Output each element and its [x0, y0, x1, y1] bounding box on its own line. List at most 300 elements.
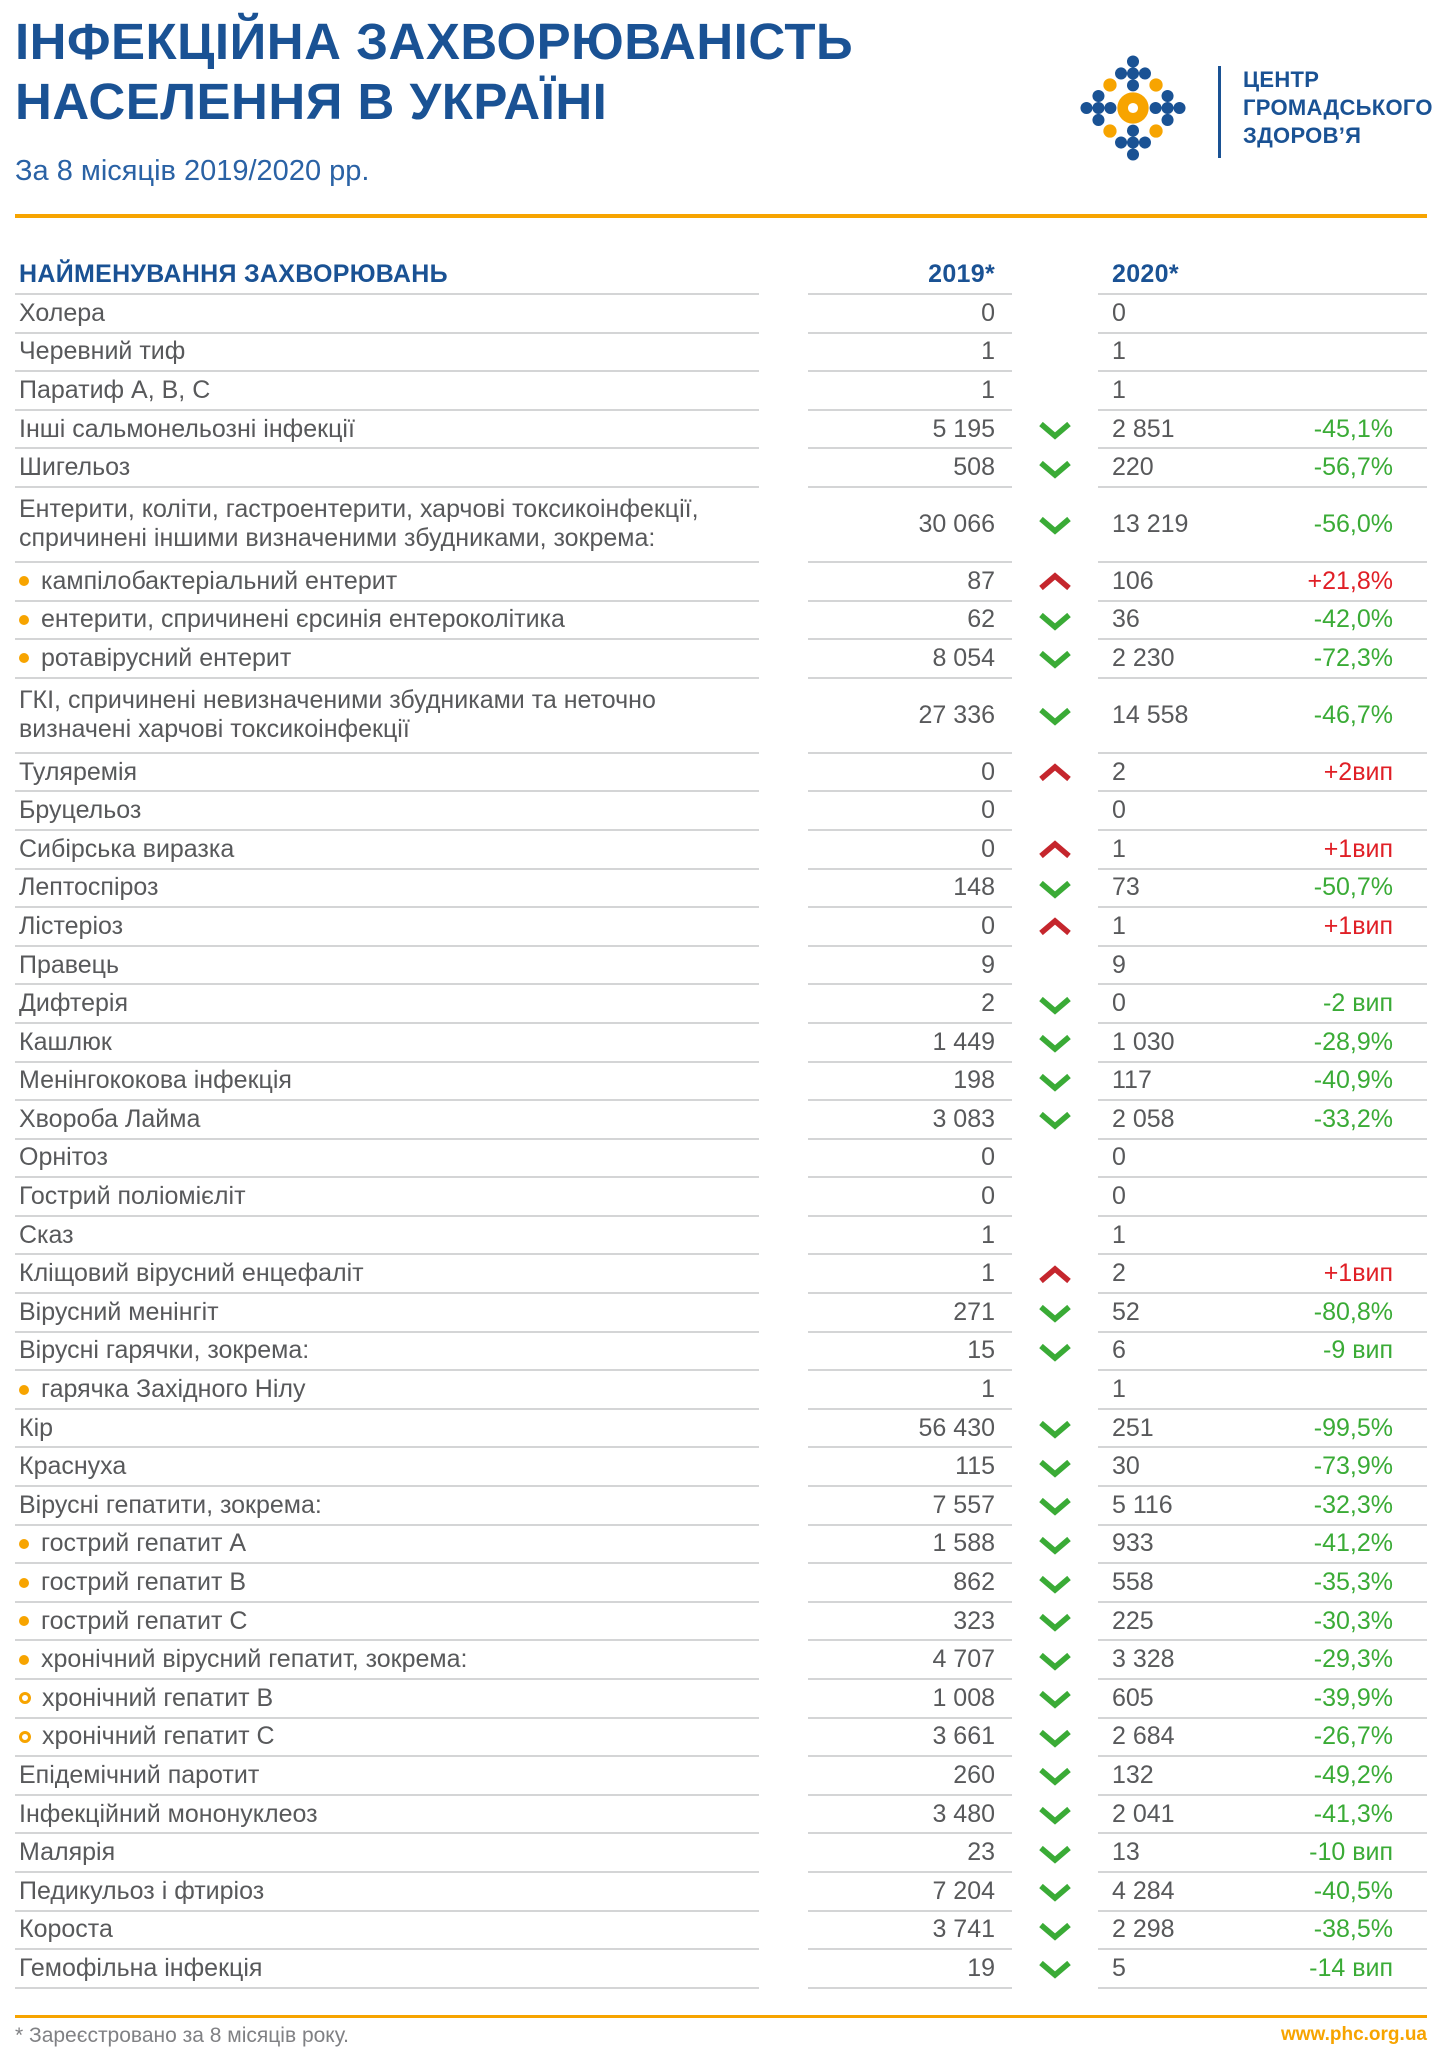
value-2020-cell [1098, 1680, 1427, 1719]
table-row [15, 1950, 1427, 1989]
value-2020: 1 030 [1112, 1027, 1175, 1056]
trend-arrow-cell [1012, 1873, 1098, 1912]
table-header-row [15, 255, 1427, 295]
disease-name: гострий гепатит В [41, 1568, 247, 1597]
value-2019-cell: 30 066 [808, 488, 1012, 563]
trend-arrow-cell [1012, 1757, 1098, 1796]
disease-name: Сказ [19, 1220, 74, 1249]
bullet-icon [19, 615, 29, 625]
trend-arrow-icon [1038, 995, 1072, 1015]
value-2020: 5 [1112, 1953, 1126, 1982]
change-value: -50,7% [1313, 873, 1393, 902]
value-2019-cell: 15 [808, 1333, 1012, 1372]
value-2020: 251 [1112, 1413, 1154, 1442]
value-2020-cell [1098, 1641, 1427, 1680]
value-2020-cell [1098, 1603, 1427, 1642]
disease-name-cell [15, 985, 759, 1024]
value-2020-cell [1098, 1912, 1427, 1951]
value-2020: 9 [1112, 950, 1126, 979]
disease-name-cell [15, 1448, 759, 1487]
trend-arrow-cell [1012, 334, 1098, 373]
value-2019-cell: 1 008 [808, 1680, 1012, 1719]
disease-name-cell [15, 792, 759, 831]
change-value: -49,2% [1313, 1760, 1393, 1789]
value-2020: 2 [1112, 1259, 1126, 1288]
value-2020: 220 [1112, 453, 1154, 482]
value-2020: 14 558 [1112, 700, 1189, 729]
value-2019-cell: 198 [808, 1063, 1012, 1102]
table-body [15, 295, 1427, 1989]
value-2020: 1 [1112, 337, 1126, 366]
bullet-icon [19, 653, 29, 663]
disease-name: Вірусний менінгіт [19, 1297, 219, 1326]
disease-name: Інфекційний мононуклеоз [19, 1799, 318, 1828]
value-2019-cell: 87 [808, 563, 1012, 602]
table-row [15, 449, 1427, 488]
column-header-2020: 2020* [1098, 255, 1427, 295]
disease-name-cell [15, 1526, 759, 1565]
table-row [15, 1603, 1427, 1642]
change-value: -99,5% [1313, 1413, 1393, 1442]
disease-name: ГКІ, спричинені невизначеними збудниками та неточно визначені харчові токсикоінфекції [19, 686, 656, 744]
change-value: -41,2% [1313, 1529, 1393, 1558]
change-value: -56,7% [1313, 453, 1393, 482]
table-row [15, 1294, 1427, 1333]
change-value: -38,5% [1313, 1915, 1393, 1944]
trend-arrow-cell [1012, 1063, 1098, 1102]
disease-name-cell [15, 563, 759, 602]
value-2020: 2 851 [1112, 414, 1175, 443]
disease-name: ротавірусний ентерит [41, 643, 292, 672]
value-2020: 2 230 [1112, 643, 1175, 672]
value-2020: 2 058 [1112, 1104, 1175, 1133]
trend-arrow-icon [1038, 515, 1072, 535]
page-title [15, 12, 853, 132]
trend-arrow-cell [1012, 1333, 1098, 1372]
value-2020-cell [1098, 754, 1427, 793]
value-2019-cell: 5 195 [808, 411, 1012, 450]
disease-name-cell [15, 1487, 759, 1526]
value-2020: 30 [1112, 1452, 1140, 1481]
trend-arrow-icon [1038, 1574, 1072, 1594]
value-2020-cell [1098, 1719, 1427, 1758]
disease-name: Черевний тиф [19, 337, 186, 366]
table-row [15, 1063, 1427, 1102]
value-2020: 6 [1112, 1336, 1126, 1365]
trend-arrow-icon [1038, 1921, 1072, 1941]
value-2019-cell: 1 [808, 372, 1012, 411]
trend-arrow-cell [1012, 1255, 1098, 1294]
trend-arrow-cell [1012, 1101, 1098, 1140]
disease-name-cell [15, 679, 759, 754]
page-title-line1: ІНФЕКЦІЙНА ЗАХВОРЮВАНІСТЬ [15, 13, 854, 70]
table-row [15, 1680, 1427, 1719]
value-2020: 2 041 [1112, 1799, 1175, 1828]
value-2019-cell: 9 [808, 947, 1012, 986]
trend-arrow-cell [1012, 947, 1098, 986]
trend-arrow-cell [1012, 411, 1098, 450]
value-2020: 13 [1112, 1838, 1140, 1867]
table-row [15, 908, 1427, 947]
value-2020-cell [1098, 1217, 1427, 1256]
disease-name: гарячка Західного Нілу [41, 1375, 306, 1404]
disease-name-cell [15, 1680, 759, 1719]
value-2020: 5 116 [1112, 1490, 1173, 1519]
trend-arrow-cell [1012, 1140, 1098, 1179]
value-2019-cell: 27 336 [808, 679, 1012, 754]
trend-arrow-cell [1012, 679, 1098, 754]
logo-org-line3: ЗДОРОВ’Я [1243, 123, 1362, 148]
trend-arrow-cell [1012, 1371, 1098, 1410]
trend-arrow-cell [1012, 1526, 1098, 1565]
bullet-icon [19, 1578, 29, 1588]
disease-name-cell [15, 1719, 759, 1758]
value-2020: 0 [1112, 796, 1126, 825]
value-2020-cell [1098, 679, 1427, 754]
value-2020-cell [1098, 1410, 1427, 1449]
value-2020-cell [1098, 1063, 1427, 1102]
table-row [15, 1796, 1427, 1835]
disease-name-cell [15, 1873, 759, 1912]
trend-arrow-cell [1012, 1564, 1098, 1603]
change-value: +1вип [1323, 834, 1393, 863]
value-2020: 2 [1112, 757, 1126, 786]
trend-arrow-cell [1012, 1603, 1098, 1642]
trend-arrow-icon [1038, 611, 1072, 631]
value-2020-cell [1098, 1333, 1427, 1372]
disease-name-cell [15, 1178, 759, 1217]
table-row [15, 1526, 1427, 1565]
disease-name-cell [15, 1371, 759, 1410]
phc-logo-icon [1071, 46, 1195, 170]
value-2020: 933 [1112, 1529, 1154, 1558]
value-2019-cell: 19 [808, 1950, 1012, 1989]
value-2020-cell [1098, 1178, 1427, 1217]
disease-name: Сибірська виразка [19, 834, 235, 863]
bullet-icon [19, 1731, 31, 1743]
trend-arrow-icon [1038, 1651, 1072, 1671]
change-value: +21,8% [1307, 566, 1393, 595]
disease-name: Вірусні гепатити, зокрема: [19, 1490, 322, 1519]
table-row [15, 1448, 1427, 1487]
trend-arrow-icon [1038, 1303, 1072, 1323]
table-row [15, 754, 1427, 793]
change-value: -80,8% [1313, 1297, 1393, 1326]
column-header-2019: 2019* [808, 255, 1012, 295]
disease-name-cell [15, 1834, 759, 1873]
value-2020-cell [1098, 334, 1427, 373]
value-2020-cell [1098, 563, 1427, 602]
trend-arrow-cell [1012, 1796, 1098, 1835]
table-row [15, 679, 1427, 754]
trend-arrow-cell [1012, 1178, 1098, 1217]
value-2019-cell: 0 [808, 908, 1012, 947]
trend-arrow-cell [1012, 985, 1098, 1024]
value-2020-cell [1098, 295, 1427, 334]
value-2020-cell [1098, 640, 1427, 679]
trend-arrow-cell [1012, 754, 1098, 793]
trend-arrow-icon [1038, 420, 1072, 440]
disease-name: Кліщовий вірусний енцефаліт [19, 1259, 364, 1288]
value-2019-cell: 1 [808, 1371, 1012, 1410]
value-2020-cell [1098, 1024, 1427, 1063]
table-row [15, 1641, 1427, 1680]
bullet-icon [19, 1539, 29, 1549]
disease-name-cell [15, 1564, 759, 1603]
trend-arrow-cell [1012, 1834, 1098, 1873]
disease-name: Кір [19, 1413, 54, 1442]
trend-arrow-icon [1038, 1110, 1072, 1130]
change-value: +1вип [1323, 1259, 1393, 1288]
table-row [15, 488, 1427, 563]
trend-arrow-icon [1038, 1535, 1072, 1555]
disease-name: Гострий поліомієліт [19, 1182, 246, 1211]
disease-name-cell [15, 1796, 759, 1835]
disease-name: Правець [19, 950, 120, 979]
disease-name: Вірусні гарячки, зокрема: [19, 1336, 310, 1365]
trend-arrow-icon [1038, 1882, 1072, 1902]
disease-name: Педикульоз і фтиріоз [19, 1876, 265, 1905]
value-2019-cell: 23 [808, 1834, 1012, 1873]
disease-name-cell [15, 1912, 759, 1951]
value-2020: 13 219 [1112, 509, 1189, 538]
trend-arrow-cell [1012, 1410, 1098, 1449]
table-row [15, 563, 1427, 602]
change-value: -45,1% [1313, 414, 1393, 443]
table-row [15, 411, 1427, 450]
trend-arrow-icon [1038, 1728, 1072, 1748]
value-2020: 132 [1112, 1760, 1154, 1789]
disease-name-cell [15, 754, 759, 793]
value-2019-cell: 0 [808, 754, 1012, 793]
disease-name-cell [15, 295, 759, 334]
table-row [15, 295, 1427, 334]
trend-arrow-cell [1012, 1912, 1098, 1951]
value-2019-cell: 1 449 [808, 1024, 1012, 1063]
disease-name-cell [15, 1101, 759, 1140]
column-header-trend [1012, 255, 1098, 295]
change-value: -40,5% [1313, 1876, 1393, 1905]
disease-name: Ентерити, коліти, гастроентерити, харчові токсикоінфекції, спричинені іншими визначеними збудниками, зокрема: [19, 495, 699, 553]
value-2020: 605 [1112, 1683, 1154, 1712]
value-2020: 0 [1112, 989, 1126, 1018]
disease-name: Шигельоз [19, 453, 131, 482]
change-value: -14 вип [1309, 1953, 1393, 1982]
disease-name: Дифтерія [19, 989, 128, 1018]
change-value: -29,3% [1313, 1645, 1393, 1674]
trend-arrow-cell [1012, 563, 1098, 602]
trend-arrow-icon [1038, 572, 1072, 592]
footer-divider-rule [15, 2015, 1427, 2018]
table-row [15, 1371, 1427, 1410]
value-2019-cell: 1 [808, 1217, 1012, 1256]
trend-arrow-icon [1038, 1419, 1072, 1439]
value-2020: 1 [1112, 375, 1126, 404]
table-row [15, 1024, 1427, 1063]
value-2019-cell: 7 204 [808, 1873, 1012, 1912]
disease-name: Холера [19, 298, 106, 327]
value-2020-cell [1098, 449, 1427, 488]
table-row [15, 1140, 1427, 1179]
value-2020-cell [1098, 372, 1427, 411]
table-row [15, 1564, 1427, 1603]
change-value: -2 вип [1323, 989, 1393, 1018]
top-divider-rule [15, 214, 1427, 218]
value-2019-cell: 508 [808, 449, 1012, 488]
trend-arrow-cell [1012, 488, 1098, 563]
trend-arrow-icon [1038, 1496, 1072, 1516]
value-2019-cell: 0 [808, 831, 1012, 870]
disease-name-cell [15, 1333, 759, 1372]
table-row [15, 1255, 1427, 1294]
value-2019-cell: 115 [808, 1448, 1012, 1487]
disease-name-cell [15, 449, 759, 488]
disease-name-cell [15, 870, 759, 909]
table-row [15, 372, 1427, 411]
trend-arrow-icon [1038, 1342, 1072, 1362]
value-2020: 0 [1112, 1182, 1126, 1211]
value-2019-cell: 4 707 [808, 1641, 1012, 1680]
trend-arrow-icon [1038, 917, 1072, 937]
disease-name: гострий гепатит С [41, 1606, 248, 1635]
value-2020: 1 [1112, 1220, 1126, 1249]
trend-arrow-cell [1012, 908, 1098, 947]
change-value: -32,3% [1313, 1490, 1393, 1519]
value-2020-cell [1098, 1757, 1427, 1796]
table-row [15, 1873, 1427, 1912]
disease-table [15, 255, 1427, 1989]
value-2020-cell [1098, 792, 1427, 831]
table-row [15, 1333, 1427, 1372]
change-value: -28,9% [1313, 1027, 1393, 1056]
value-2020: 0 [1112, 298, 1126, 327]
trend-arrow-icon [1038, 1844, 1072, 1864]
value-2020-cell [1098, 1487, 1427, 1526]
value-2020-cell [1098, 411, 1427, 450]
value-2019-cell: 271 [808, 1294, 1012, 1333]
change-value: -72,3% [1313, 643, 1393, 672]
trend-arrow-cell [1012, 792, 1098, 831]
table-row [15, 1719, 1427, 1758]
value-2020: 2 684 [1112, 1722, 1175, 1751]
disease-name: кампілобактеріальний ентерит [41, 566, 398, 595]
disease-name-cell [15, 831, 759, 870]
disease-name: Краснуха [19, 1452, 127, 1481]
table-row [15, 1217, 1427, 1256]
trend-arrow-cell [1012, 831, 1098, 870]
table-row [15, 947, 1427, 986]
disease-name-cell [15, 372, 759, 411]
value-2019-cell: 8 054 [808, 640, 1012, 679]
value-2020: 3 328 [1112, 1645, 1175, 1674]
value-2019-cell: 3 083 [808, 1101, 1012, 1140]
disease-name-cell [15, 1140, 759, 1179]
trend-arrow-icon [1038, 879, 1072, 899]
value-2020-cell [1098, 1950, 1427, 1989]
trend-arrow-cell [1012, 1217, 1098, 1256]
table-row [15, 1178, 1427, 1217]
trend-arrow-icon [1038, 840, 1072, 860]
bullet-icon [19, 1385, 29, 1395]
change-value: -39,9% [1313, 1683, 1393, 1712]
trend-arrow-icon [1038, 1033, 1072, 1053]
value-2020-cell [1098, 1448, 1427, 1487]
value-2019-cell: 1 [808, 1255, 1012, 1294]
disease-name: хронічний гепатит С [42, 1722, 275, 1751]
value-2020-cell [1098, 1526, 1427, 1565]
logo-org-line1: ЦЕНТР [1243, 67, 1320, 92]
disease-name: Хвороба Лайма [19, 1104, 201, 1133]
change-value: -35,3% [1313, 1568, 1393, 1597]
disease-name-cell [15, 1757, 759, 1796]
trend-arrow-icon [1038, 1805, 1072, 1825]
disease-name: Епідемічний паротит [19, 1760, 260, 1789]
value-2019-cell: 323 [808, 1603, 1012, 1642]
value-2020-cell [1098, 1101, 1427, 1140]
change-value: -33,2% [1313, 1104, 1393, 1133]
table-row [15, 985, 1427, 1024]
disease-name-cell [15, 334, 759, 373]
disease-name: Паратиф А, В, С [19, 375, 211, 404]
value-2020-cell [1098, 831, 1427, 870]
value-2020: 558 [1112, 1568, 1154, 1597]
trend-arrow-cell [1012, 372, 1098, 411]
value-2020: 117 [1112, 1066, 1152, 1095]
disease-name-cell [15, 1255, 759, 1294]
bullet-icon [19, 1655, 29, 1665]
value-2020-cell [1098, 1255, 1427, 1294]
trend-arrow-cell [1012, 602, 1098, 641]
disease-name-cell [15, 488, 759, 563]
trend-arrow-icon [1038, 1265, 1072, 1285]
change-value: -30,3% [1313, 1606, 1393, 1635]
disease-name-cell [15, 640, 759, 679]
change-value: -46,7% [1313, 700, 1393, 729]
phc-website-link[interactable]: www.phc.org.ua [1280, 2024, 1427, 2045]
trend-arrow-cell [1012, 1680, 1098, 1719]
disease-name-cell [15, 602, 759, 641]
value-2020-cell [1098, 1140, 1427, 1179]
value-2019-cell: 1 [808, 334, 1012, 373]
trend-arrow-cell [1012, 1294, 1098, 1333]
disease-name-cell [15, 908, 759, 947]
trend-arrow-cell [1012, 1024, 1098, 1063]
change-value: -41,3% [1313, 1799, 1393, 1828]
table-row [15, 1487, 1427, 1526]
trend-arrow-icon [1038, 459, 1072, 479]
disease-name-cell [15, 947, 759, 986]
disease-name: Кашлюк [19, 1027, 112, 1056]
value-2019-cell: 3 480 [808, 1796, 1012, 1835]
bullet-icon [19, 576, 29, 586]
table-row [15, 870, 1427, 909]
trend-arrow-icon [1038, 1959, 1072, 1979]
value-2020: 106 [1112, 566, 1154, 595]
change-value: -42,0% [1313, 605, 1393, 634]
trend-arrow-cell [1012, 870, 1098, 909]
change-value: -40,9% [1313, 1066, 1393, 1095]
value-2020: 36 [1112, 605, 1140, 634]
table-row [15, 334, 1427, 373]
footnote: * Зареєстровано за 8 місяців року. [15, 2024, 349, 2047]
table-row [15, 1834, 1427, 1873]
table-row [15, 1101, 1427, 1140]
disease-name: Менінгококова інфекція [19, 1066, 292, 1095]
change-value: -26,7% [1313, 1722, 1393, 1751]
disease-name: Малярія [19, 1838, 116, 1867]
value-2020: 1 [1112, 1375, 1126, 1404]
value-2019-cell: 0 [808, 792, 1012, 831]
